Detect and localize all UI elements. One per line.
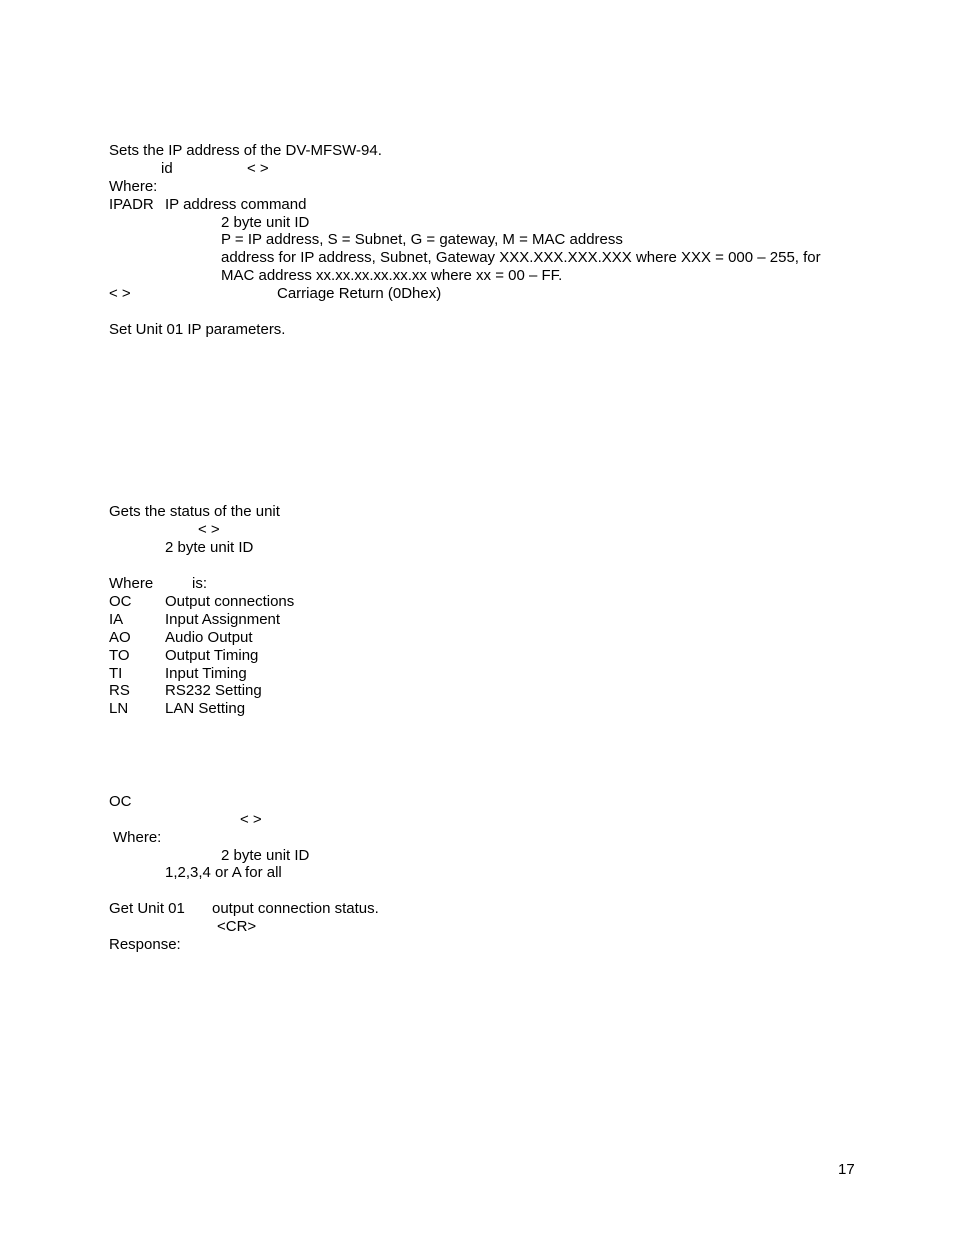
ipadr-example: Set Unit 01 IP parameters. [109,321,286,338]
oc-example-post: output connection status. [212,900,379,917]
oc-example-pre: Get Unit 01 [109,900,185,917]
ipadr-address-desc-1: address for IP address, Subnet, Gateway XXX.XXX.XXX.XXX where XXX = 000 – 255, for [221,249,821,266]
ipadr-cmd-desc: IP address command [165,196,307,213]
status-item-label: Input Timing [165,665,247,682]
status-unit-id: 2 byte unit ID [165,539,254,556]
status-description: Gets the status of the unit [109,503,280,520]
status-syntax-cr: < > [198,521,220,538]
status-item-code: RS [109,682,130,699]
status-item-label: RS232 Setting [165,682,262,699]
oc-unit-id: 2 byte unit ID [221,847,310,864]
ipadr-description: Sets the IP address of the DV-MFSW-94. [109,142,382,159]
page-number: 17 [838,1161,855,1178]
ipadr-cmd-name: IPADR [109,196,154,213]
ipadr-syntax-id: id [161,160,173,177]
ipadr-type-desc: P = IP address, S = Subnet, G = gateway, M = MAC address [221,231,623,248]
status-item-code: TO [109,647,130,664]
ipadr-unit-id: 2 byte unit ID [221,214,310,231]
oc-response-label: Response: [109,936,181,953]
ipadr-cr-desc: Carriage Return (0Dhex) [277,285,442,302]
oc-heading: OC [109,793,132,810]
status-item-label: Output Timing [165,647,259,664]
ipadr-syntax-cr: < > [247,160,269,177]
oc-cr: <CR> [217,918,257,935]
status-item-code: IA [109,611,124,628]
oc-where-label: Where: [113,829,162,846]
oc-syntax-cr: < > [240,811,262,828]
oc-outputs: 1,2,3,4 or A for all [165,864,282,881]
status-where-label: Where [109,575,154,592]
status-item-label: Audio Output [165,629,253,646]
status-item-code: OC [109,593,132,610]
status-item-code: TI [109,665,123,682]
ipadr-address-desc-2: MAC address xx.xx.xx.xx.xx.xx where xx = 00 – FF. [221,267,563,284]
status-where-is: is: [192,575,207,592]
status-item-label: LAN Setting [165,700,246,717]
status-item-label: Input Assignment [165,611,281,628]
status-item-label: Output connections [165,593,295,610]
ipadr-where-label: Where: [109,178,158,195]
ipadr-cr-symbol: < > [109,285,131,302]
status-item-code: AO [109,629,131,646]
status-item-code: LN [109,700,129,717]
